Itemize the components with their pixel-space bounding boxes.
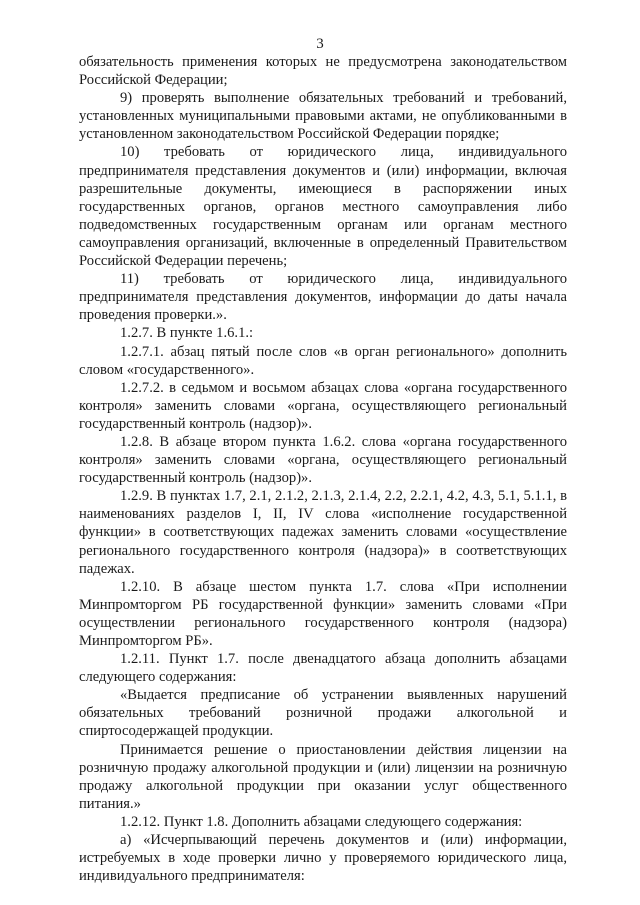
paragraph-10: 1.2.10. В абзаце шестом пункта 1.7. слова «При исполнении Минпромторгом РБ государственной функции» заменить словами «При осуществлении регионального государственного контроля (надзора) Минпромторгом РБ».	[79, 578, 567, 649]
paragraph-14: 1.2.12. Пункт 1.8. Дополнить абзацами следующего содержания:	[120, 813, 523, 830]
paragraph-11: 1.2.11. Пункт 1.7. после двенадцатого абзаца дополнить абзацами следующего содержания:	[79, 651, 567, 686]
paragraph-8: 1.2.8. В абзаце втором пункта 1.6.2. слова «органа государственного контроля» заменить словами «органа, осуществляющего региональный государственный контроль (надзор)».	[79, 433, 567, 487]
paragraph-13: Принимается решение о приостановлении действия лицензии на розничную продажу алкогольной продукции и (или) лицензии на розничную продажу алкогольной продукции при оказании услуг общественного питания.»	[79, 741, 567, 812]
paragraph-1: обязательность применения которых не предусмотрена законодательством Российской Федерации;	[79, 54, 567, 89]
paragraph-12: «Выдается предписание об устранении выявленных нарушений обязательных требований розничной продажи алкогольной и спиртосодержащей продукции.	[79, 687, 567, 740]
paragraph-6: 1.2.7.1. абзац пятый после слов «в орган регионального» дополнить словом «государственного».	[79, 343, 567, 378]
paragraph-9: 1.2.9. В пунктах 1.7, 2.1, 2.1.2, 2.1.3, 2.1.4, 2.2, 2.2.1, 4.2, 4.3, 5.1, 5.1.1, в наименованиях разделов I, II, IV слова «исполнение государственной функции» в соответствующих падежах заменить словами «осуществление регионального государственного контроля (надзора)» в соответствующих падежах.	[79, 488, 567, 577]
page-number: 3	[316, 36, 324, 52]
paragraph-3: 10) требовать от юридического лица, индивидуального предпринимателя представления документов и (или) информации, включая разрешительные документы, имеющиеся в распоряжении иных государственных органов, органов местного самоуправления либо подведомственных государственным органам или органам местного самоуправления организаций, включенные в определенный Правительством Российской Федерации перечень;	[79, 144, 567, 270]
paragraph-7: 1.2.7.2. в седьмом и восьмом абзацах слова «органа государственного контроля» заменить словами «органа, осуществляющего региональный государственный контроль (надзор)».	[79, 379, 567, 432]
paragraph-4: 11) требовать от юридического лица, индивидуального предпринимателя представления документов, информации до даты начала проведения проверки.».	[79, 271, 567, 324]
paragraph-5: 1.2.7. В пункте 1.6.1.:	[120, 325, 254, 342]
paragraph-2: 9) проверять выполнение обязательных требований и требований, установленных муниципальными правовыми актами, не опубликованными в установленном законодательством Российской Федерации порядке;	[79, 90, 567, 143]
document-body	[79, 53, 567, 885]
paragraph-15: а) «Исчерпывающий перечень документов и (или) информации, истребуемых в ходе проверки лично у проверяемого юридического лица, индивидуального предпринимателя:	[79, 832, 567, 885]
